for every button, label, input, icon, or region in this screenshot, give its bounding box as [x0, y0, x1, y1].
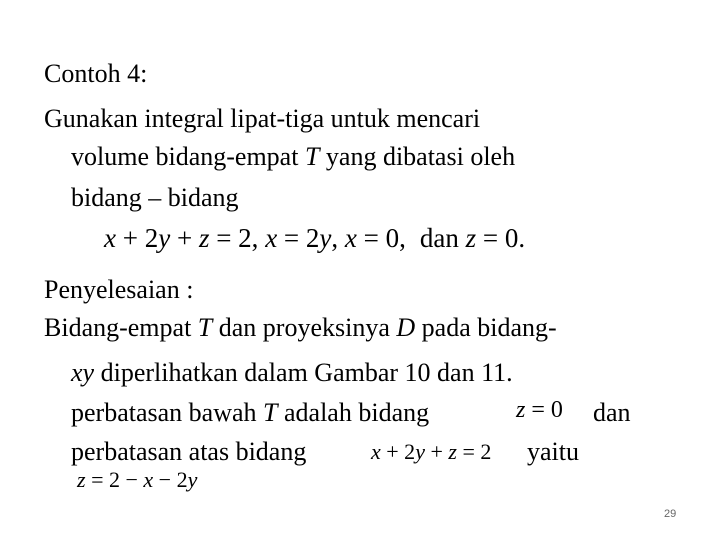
lower-boundary-equation: z = 0 [516, 397, 563, 423]
planes-equation: x + 2y + z = 2, x = 2y, x = 0, dan z = 0. [104, 223, 526, 253]
example-title: Contoh 4: [44, 59, 148, 88]
upper-boundary-equation: x + 2y + z = 2 [371, 439, 492, 464]
solution-line-3: perbatasan bawah T adalah bidang [71, 398, 430, 427]
solution-line-1: Bidang-empat T dan proyeksinya D pada bidang- [44, 313, 557, 342]
solution-line-4-yaitu: yaitu [527, 437, 579, 466]
problem-line-1: Gunakan integral lipat-tiga untuk mencari [44, 104, 481, 133]
page-number: 29 [664, 508, 677, 520]
z-solved-equation: z = 2 − x − 2y [77, 467, 198, 492]
solution-line-2: xy diperlihatkan dalam Gambar 10 dan 11. [71, 358, 513, 387]
problem-line-3: bidang – bidang [71, 183, 239, 212]
solution-line-4: perbatasan atas bidang [71, 437, 307, 466]
solution-line-3-dan: dan [593, 398, 631, 427]
solution-heading: Penyelesaian : [44, 275, 194, 304]
problem-line-2: volume bidang-empat T yang dibatasi oleh [71, 142, 516, 171]
